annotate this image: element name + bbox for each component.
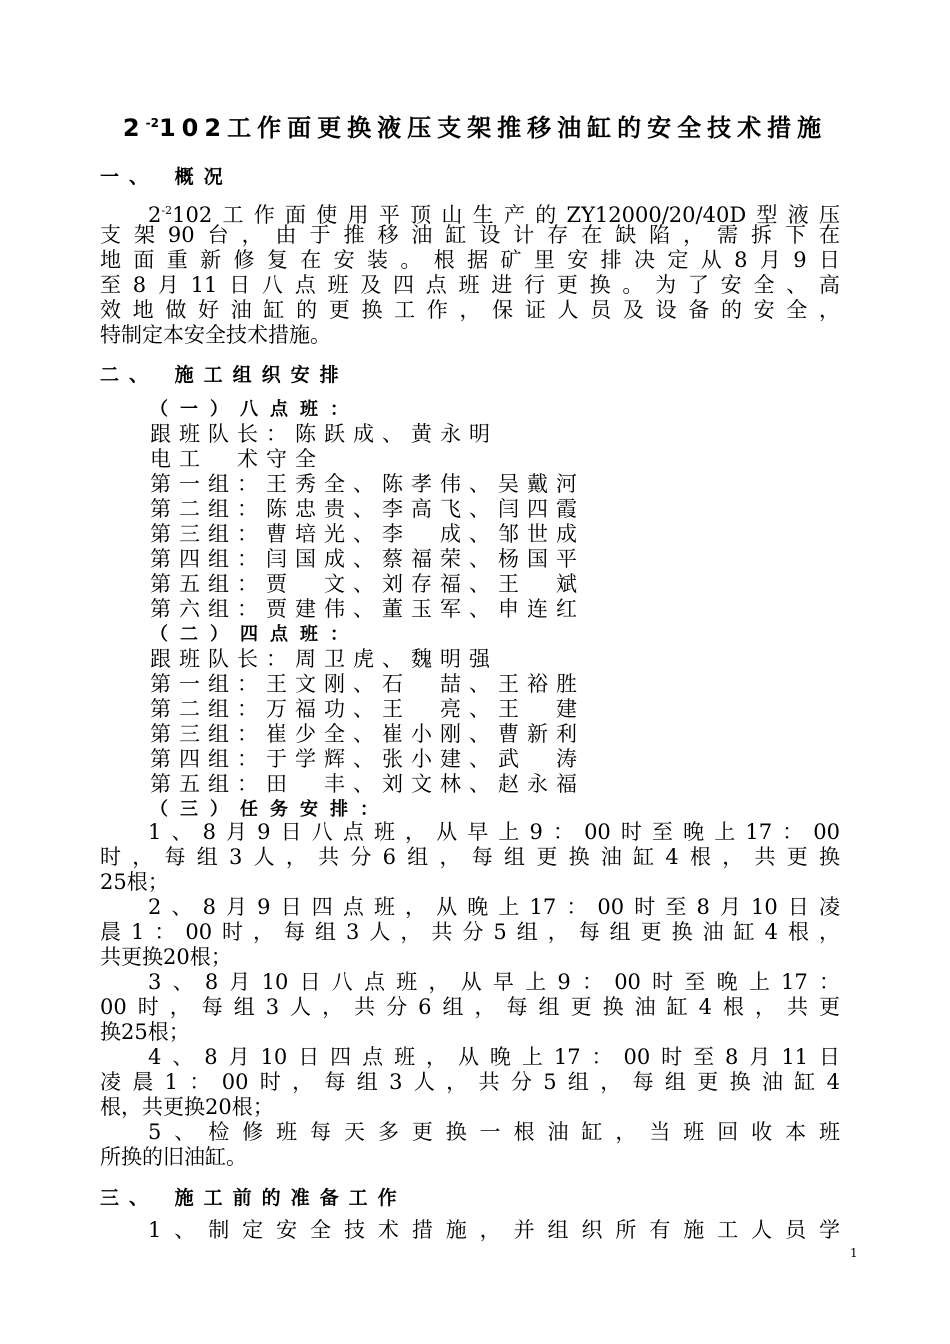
text-line: 所换的旧油缸。 [100, 1145, 247, 1169]
section-heading-preparation: 三、 施工前的准备工作 [100, 1187, 407, 1209]
text-line: 根，共更换20根； [100, 1095, 274, 1119]
text-line: 共更换20根； [100, 945, 232, 969]
text-line: 5、检修班每天多更换一根油缸，当班回收本班 [148, 1120, 840, 1144]
roster-row: 第六组：贾建伟、董玉军、申连红 [150, 597, 585, 621]
roster-row: 第四组：于学辉、张小建、武 涛 [150, 747, 585, 771]
text-line: 1、制定安全技术措施，并组织所有施工人员学 [148, 1218, 840, 1242]
roster-row: 第三组：曹培光、李 成、邹世成 [150, 522, 585, 546]
text-line: 1、8月9日八点班，从早上9：00时至晚上17：00 [148, 820, 840, 844]
shift-heading: （一）八点班： [150, 399, 360, 420]
text-line: 效地做好油缸的更换工作，保证人员及设备的安全， [100, 298, 840, 322]
roster-row: 第一组：王秀全、陈孝伟、吴戴河 [150, 472, 585, 496]
roster-row: 第二组：陈忠贵、李高飞、闫四霞 [150, 497, 585, 521]
shift-heading: （二）四点班： [150, 624, 360, 645]
section-heading-overview: 一、 概况 [100, 166, 233, 188]
roster-row: 第五组：贾 文、刘存福、王 斌 [150, 572, 585, 596]
roster-row: 第四组：闫国成、蔡福荣、杨国平 [150, 547, 585, 571]
roster-row: 第三组：崔少全、崔小刚、曹新利 [150, 722, 585, 746]
text-line: 4、8月10日四点班，从晚上17：00时至8月11日 [148, 1045, 840, 1069]
roster-row: 跟班队长：周卫虎、魏明强 [150, 647, 498, 671]
roster-row: 第一组：王文刚、石 喆、王裕胜 [150, 672, 585, 696]
preparation-paragraph [100, 1218, 840, 1243]
roster-row: 电工 术守全 [150, 447, 324, 471]
text-line: 25根； [100, 870, 169, 894]
task-paragraphs [100, 820, 840, 1170]
text-line: 支架90台，由于推移油缸设计存在缺陷，需拆下在 [100, 223, 840, 247]
text-line: 地面重新修复在安装。根据矿里安排决定从8月9日 [100, 248, 840, 272]
text-line: 2、8月9日四点班，从晚上17：00时至8月10日凌 [148, 895, 840, 919]
roster-row: 第二组：万福功、王 亮、王 建 [150, 697, 585, 721]
text-line: 晨1：00时，每组3人，共分5组，每组更换油缸4根， [100, 920, 840, 944]
text-line: 00时，每组3人，共分6组，每组更换油缸4根，共更 [100, 995, 840, 1019]
text-line: $2^{-2}102$工作面使用平顶山生产的ZY12000/20/40D型液压 [148, 203, 840, 227]
document-title: $2^{-2}102$工作面更换液压支架推移油缸的安全技术措施 [122, 114, 828, 142]
text-line: 换25根； [100, 1020, 190, 1044]
shift2-rows [150, 647, 585, 797]
overview-paragraph [100, 198, 840, 348]
roster-row: 跟班队长：陈跃成、黄永明 [150, 422, 498, 446]
text-line: 凌晨1：00时，每组3人，共分5组，每组更换油缸4 [100, 1070, 840, 1094]
text-line: 3、8月10日八点班，从早上9：00时至晚上17： [148, 970, 840, 994]
text-line: 至8月11日八点班及四点班进行更换。为了安全、高 [100, 273, 840, 297]
text-line: 时，每组3人，共分6组，每组更换油缸4根，共更换 [100, 845, 840, 869]
shift1-rows [150, 422, 585, 622]
task-heading: （三）任务安排： [150, 799, 390, 820]
text-line: 特制定本安全技术措施。 [100, 323, 331, 347]
roster-row: 第五组：田 丰、刘文林、赵永福 [150, 772, 585, 796]
section-heading-organization: 二、 施工组织安排 [100, 364, 349, 386]
page-number: 1 [850, 1246, 858, 1260]
organization-list [150, 397, 585, 822]
